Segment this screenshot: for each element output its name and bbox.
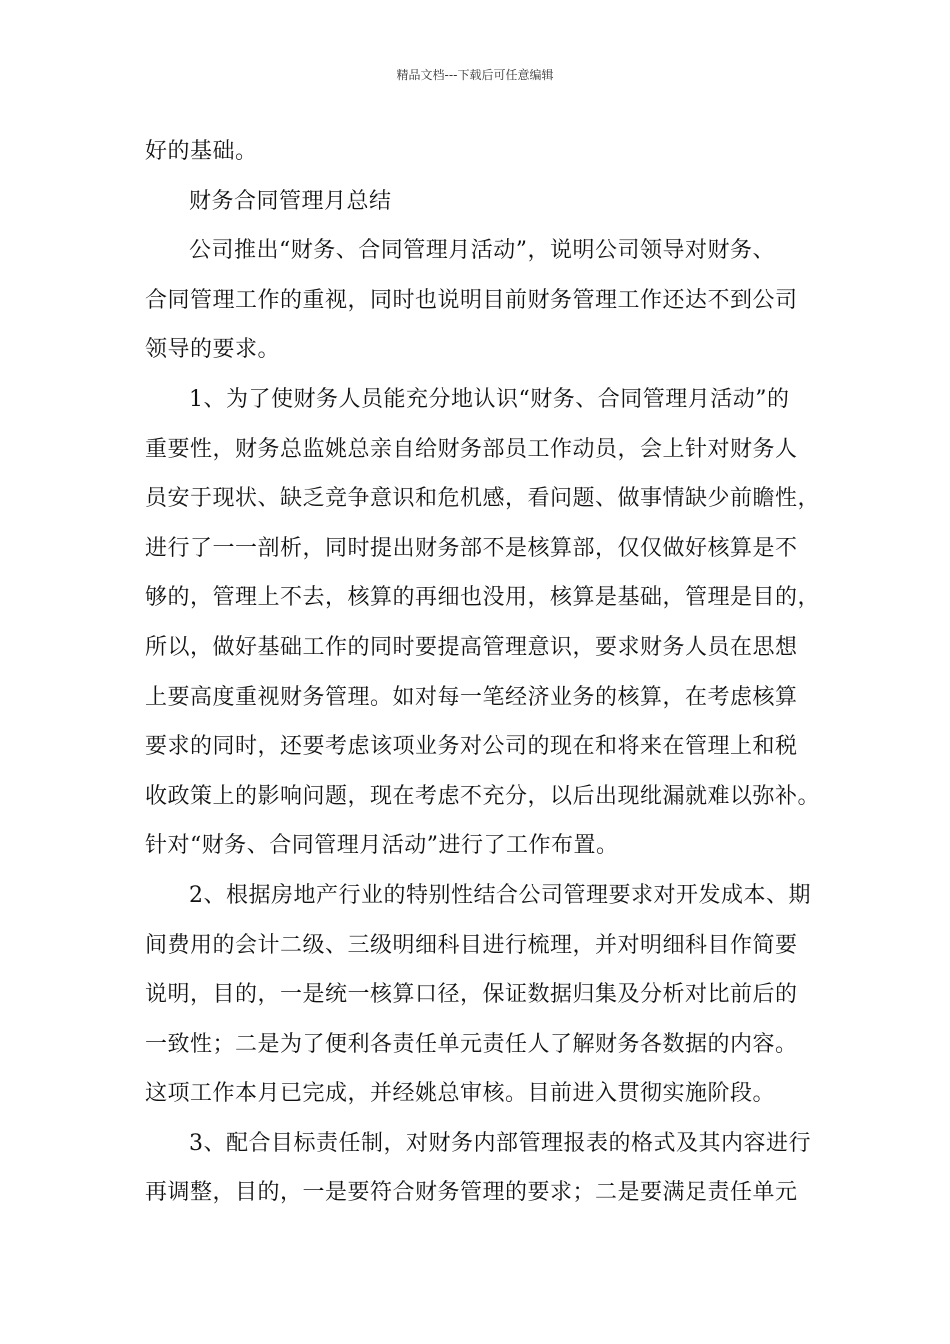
text-line: 收政策上的影响问题，现在考虑不充分，以后出现纰漏就难以弥补。 [145,783,821,809]
text-line: 针对“财务、合同管理月活动”进行了工作布置。 [145,833,619,859]
text-line: 所以，做好基础工作的同时要提高管理意识，要求财务人员在思想 [145,634,798,660]
text-line: 够的，管理上不去，核算的再细也没用，核算是基础，管理是目的， [145,585,821,611]
text-line: 说明，目的，一是统一核算口径，保证数据归集及分析对比前后的 [145,982,798,1008]
text-line: 1、为了使财务人员能充分地认识“财务、合同管理月活动”的 [189,386,790,412]
text-line: 领导的要求。 [145,337,281,363]
text-line: 3、配合目标责任制，对财务内部管理报表的格式及其内容进行 [189,1130,811,1156]
text-line: 要求的同时，还要考虑该项业务对公司的现在和将来在管理上和税 [145,734,798,760]
text-line: 这项工作本月已完成，并经姚总审核。目前进入贯彻实施阶段。 [145,1081,776,1107]
text-line: 再调整，目的，一是要符合财务管理的要求；二是要满足责任单元 [145,1180,798,1206]
text-line: 上要高度重视财务管理。如对每一笔经济业务的核算，在考虑核算 [145,684,798,710]
document-body [145,127,821,1218]
text-line: 2、根据房地产行业的特别性结合公司管理要求对开发成本、期 [189,882,811,908]
text-line: 公司推出“财务、合同管理月活动”，说明公司领导对财务、 [189,238,775,264]
text-line: 财务合同管理月总结 [189,188,392,214]
text-line: 员安于现状、缺乏竞争意识和危机感，看问题、做事情缺少前瞻性， [145,486,821,512]
text-line: 好的基础。 [145,139,258,164]
text-line: 合同管理工作的重视，同时也说明目前财务管理工作还达不到公司 [145,287,798,313]
text-line: 重要性，财务总监姚总亲自给财务部员工作动员，会上针对财务人 [145,436,798,462]
text-line: 间费用的会计二级、三级明细科目进行梳理，并对明细科目作简要 [145,932,798,958]
text-line: 一致性；二是为了便利各责任单元责任人了解财务各数据的内容。 [145,1031,798,1057]
text-line: 进行了一一剖析，同时提出财务部不是核算部，仅仅做好核算是不 [145,535,798,561]
page-header: 精品文档---下载后可任意编辑 [396,68,554,82]
